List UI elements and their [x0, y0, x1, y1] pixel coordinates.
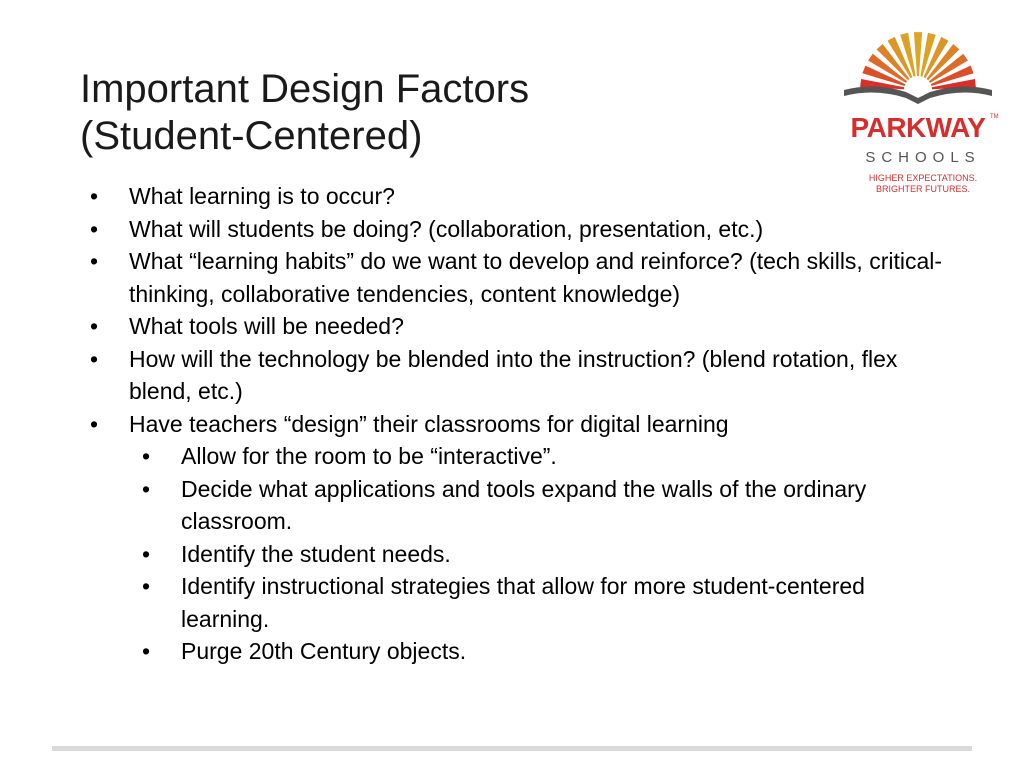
logo-tagline-2: BRIGHTER FUTURES. — [875, 184, 970, 194]
bullet-text: Identify instructional strategies that allow for more student-centered learning. — [181, 573, 865, 632]
slide-title-line-2: (Student-Centered) — [80, 114, 423, 158]
bullet-item — [80, 180, 980, 213]
bullet-marker: • — [142, 573, 151, 599]
bullet-text: What will students be doing? (collaboration, presentation, etc.) — [129, 215, 764, 242]
sun-ray — [914, 32, 922, 76]
slide-title — [80, 66, 800, 160]
bullet-text: How will the technology be blended into the instruction? (blend rotation, flex blend, etc.) — [129, 345, 898, 404]
bullet-marker: • — [90, 410, 99, 437]
sunburst-book-icon — [834, 28, 1002, 112]
bullet-text: What “learning habits” do we want to develop and reinforce? (tech skills, critical-thinking, collaborative tendencies, content knowledge) — [129, 248, 943, 307]
logo-parkway-text: PARKWAY — [850, 112, 986, 143]
logo-trademark: TM — [990, 114, 999, 120]
sub-bullet-item — [80, 570, 980, 635]
bullet-marker: • — [90, 313, 99, 339]
bullet-marker: • — [142, 540, 151, 567]
bullet-marker: • — [90, 345, 99, 372]
bullet-marker: • — [90, 215, 99, 242]
parkway-schools-logo — [834, 28, 1002, 198]
bullet-text: What learning is to occur? — [129, 183, 395, 209]
sub-bullet-item — [80, 538, 980, 571]
bullet-item — [80, 310, 980, 343]
bullet-marker: • — [142, 443, 151, 469]
slide-title-line-1: Important Design Factors — [80, 67, 530, 111]
bullet-text: Identify the student needs. — [181, 540, 451, 567]
sub-bullet-item — [80, 635, 980, 668]
bullet-item — [80, 408, 980, 441]
bullet-list — [80, 180, 980, 668]
bullet-text: Allow for the room to be “interactive”. — [181, 443, 557, 469]
bullet-marker: • — [142, 475, 151, 502]
bullet-item — [80, 213, 980, 246]
logo-schools-text: SCHOOLS — [865, 149, 981, 166]
bullet-text: Have teachers “design” their classrooms for digital learning — [129, 410, 729, 437]
bullet-marker: • — [90, 248, 99, 274]
bullet-marker: • — [90, 183, 99, 209]
sub-bullet-item — [80, 473, 980, 538]
bullet-text: Decide what applications and tools expand the walls of the ordinary classroom. — [181, 475, 867, 534]
logo-tagline-1: HIGHER EXPECTATIONS. — [868, 173, 978, 183]
bullet-text: What tools will be needed? — [129, 313, 404, 339]
bullet-text: Purge 20th Century objects. — [181, 638, 467, 664]
sub-bullet-item — [80, 440, 980, 473]
bullet-marker: • — [142, 638, 151, 664]
bullet-item — [80, 343, 980, 408]
bottom-divider — [52, 746, 972, 751]
bullet-item — [80, 245, 980, 310]
